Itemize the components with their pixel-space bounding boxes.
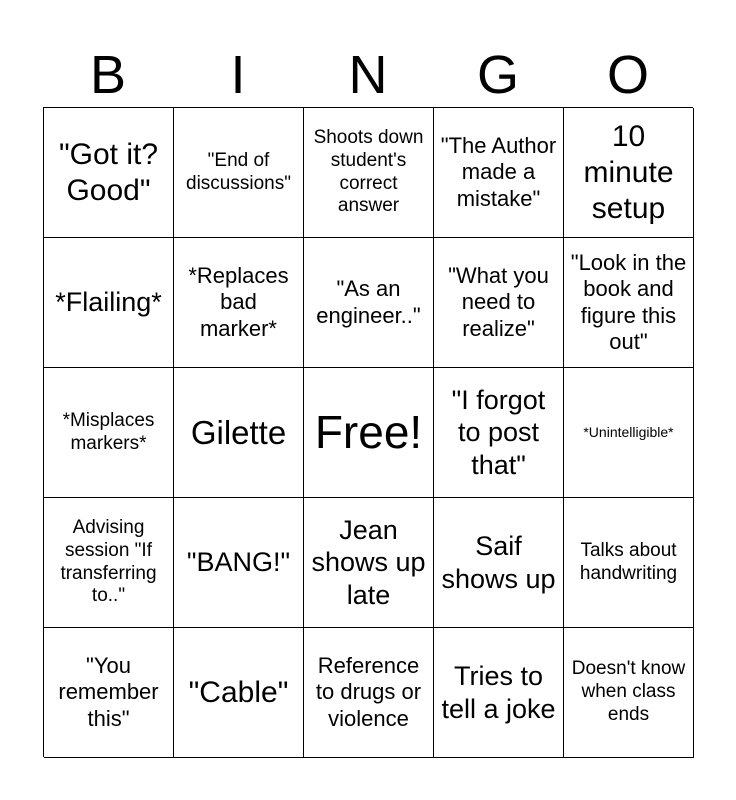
header-letter-b: B: [89, 45, 127, 105]
bingo-cell[interactable]: "Look in the book and figure this out": [564, 238, 694, 368]
bingo-cell[interactable]: Talks about handwriting: [564, 498, 694, 628]
bingo-board: [43, 107, 693, 757]
bingo-cell[interactable]: "Cable": [174, 628, 304, 758]
header-letter-g: G: [476, 45, 519, 105]
bingo-cell[interactable]: *Flailing*: [44, 238, 174, 368]
bingo-cell[interactable]: "You remember this": [44, 628, 174, 758]
free-space[interactable]: Free!: [304, 368, 434, 498]
bingo-cell[interactable]: "BANG!": [174, 498, 304, 628]
bingo-cell[interactable]: "What you need to realize": [434, 238, 564, 368]
bingo-cell[interactable]: Tries to tell a joke: [434, 628, 564, 758]
bingo-cell[interactable]: *Misplaces markers*: [44, 368, 174, 498]
bingo-cell[interactable]: *Replaces bad marker*: [174, 238, 304, 368]
header-letter-o: O: [606, 45, 649, 105]
header-letter-n: N: [348, 45, 388, 105]
bingo-cell[interactable]: Doesn't know when class ends: [564, 628, 694, 758]
bingo-cell[interactable]: Gilette: [174, 368, 304, 498]
bingo-cell[interactable]: Advising session "If transferring to..": [44, 498, 174, 628]
bingo-cell[interactable]: "I forgot to post that": [434, 368, 564, 498]
bingo-cell[interactable]: *Unintelligible*: [564, 368, 694, 498]
bingo-cell[interactable]: Jean shows up late: [304, 498, 434, 628]
bingo-cell[interactable]: "The Author made a mistake": [434, 108, 564, 238]
bingo-cell[interactable]: Saif shows up: [434, 498, 564, 628]
header-letter-i: I: [230, 45, 246, 105]
bingo-cell[interactable]: "As an engineer..": [304, 238, 434, 368]
bingo-cell[interactable]: Reference to drugs or violence: [304, 628, 434, 758]
bingo-cell[interactable]: 10 minute setup: [564, 108, 694, 238]
bingo-cell[interactable]: "Got it? Good": [44, 108, 174, 238]
bingo-cell[interactable]: Shoots down student's correct answer: [304, 108, 434, 238]
bingo-header: [43, 42, 693, 108]
bingo-cell[interactable]: "End of discussions": [174, 108, 304, 238]
